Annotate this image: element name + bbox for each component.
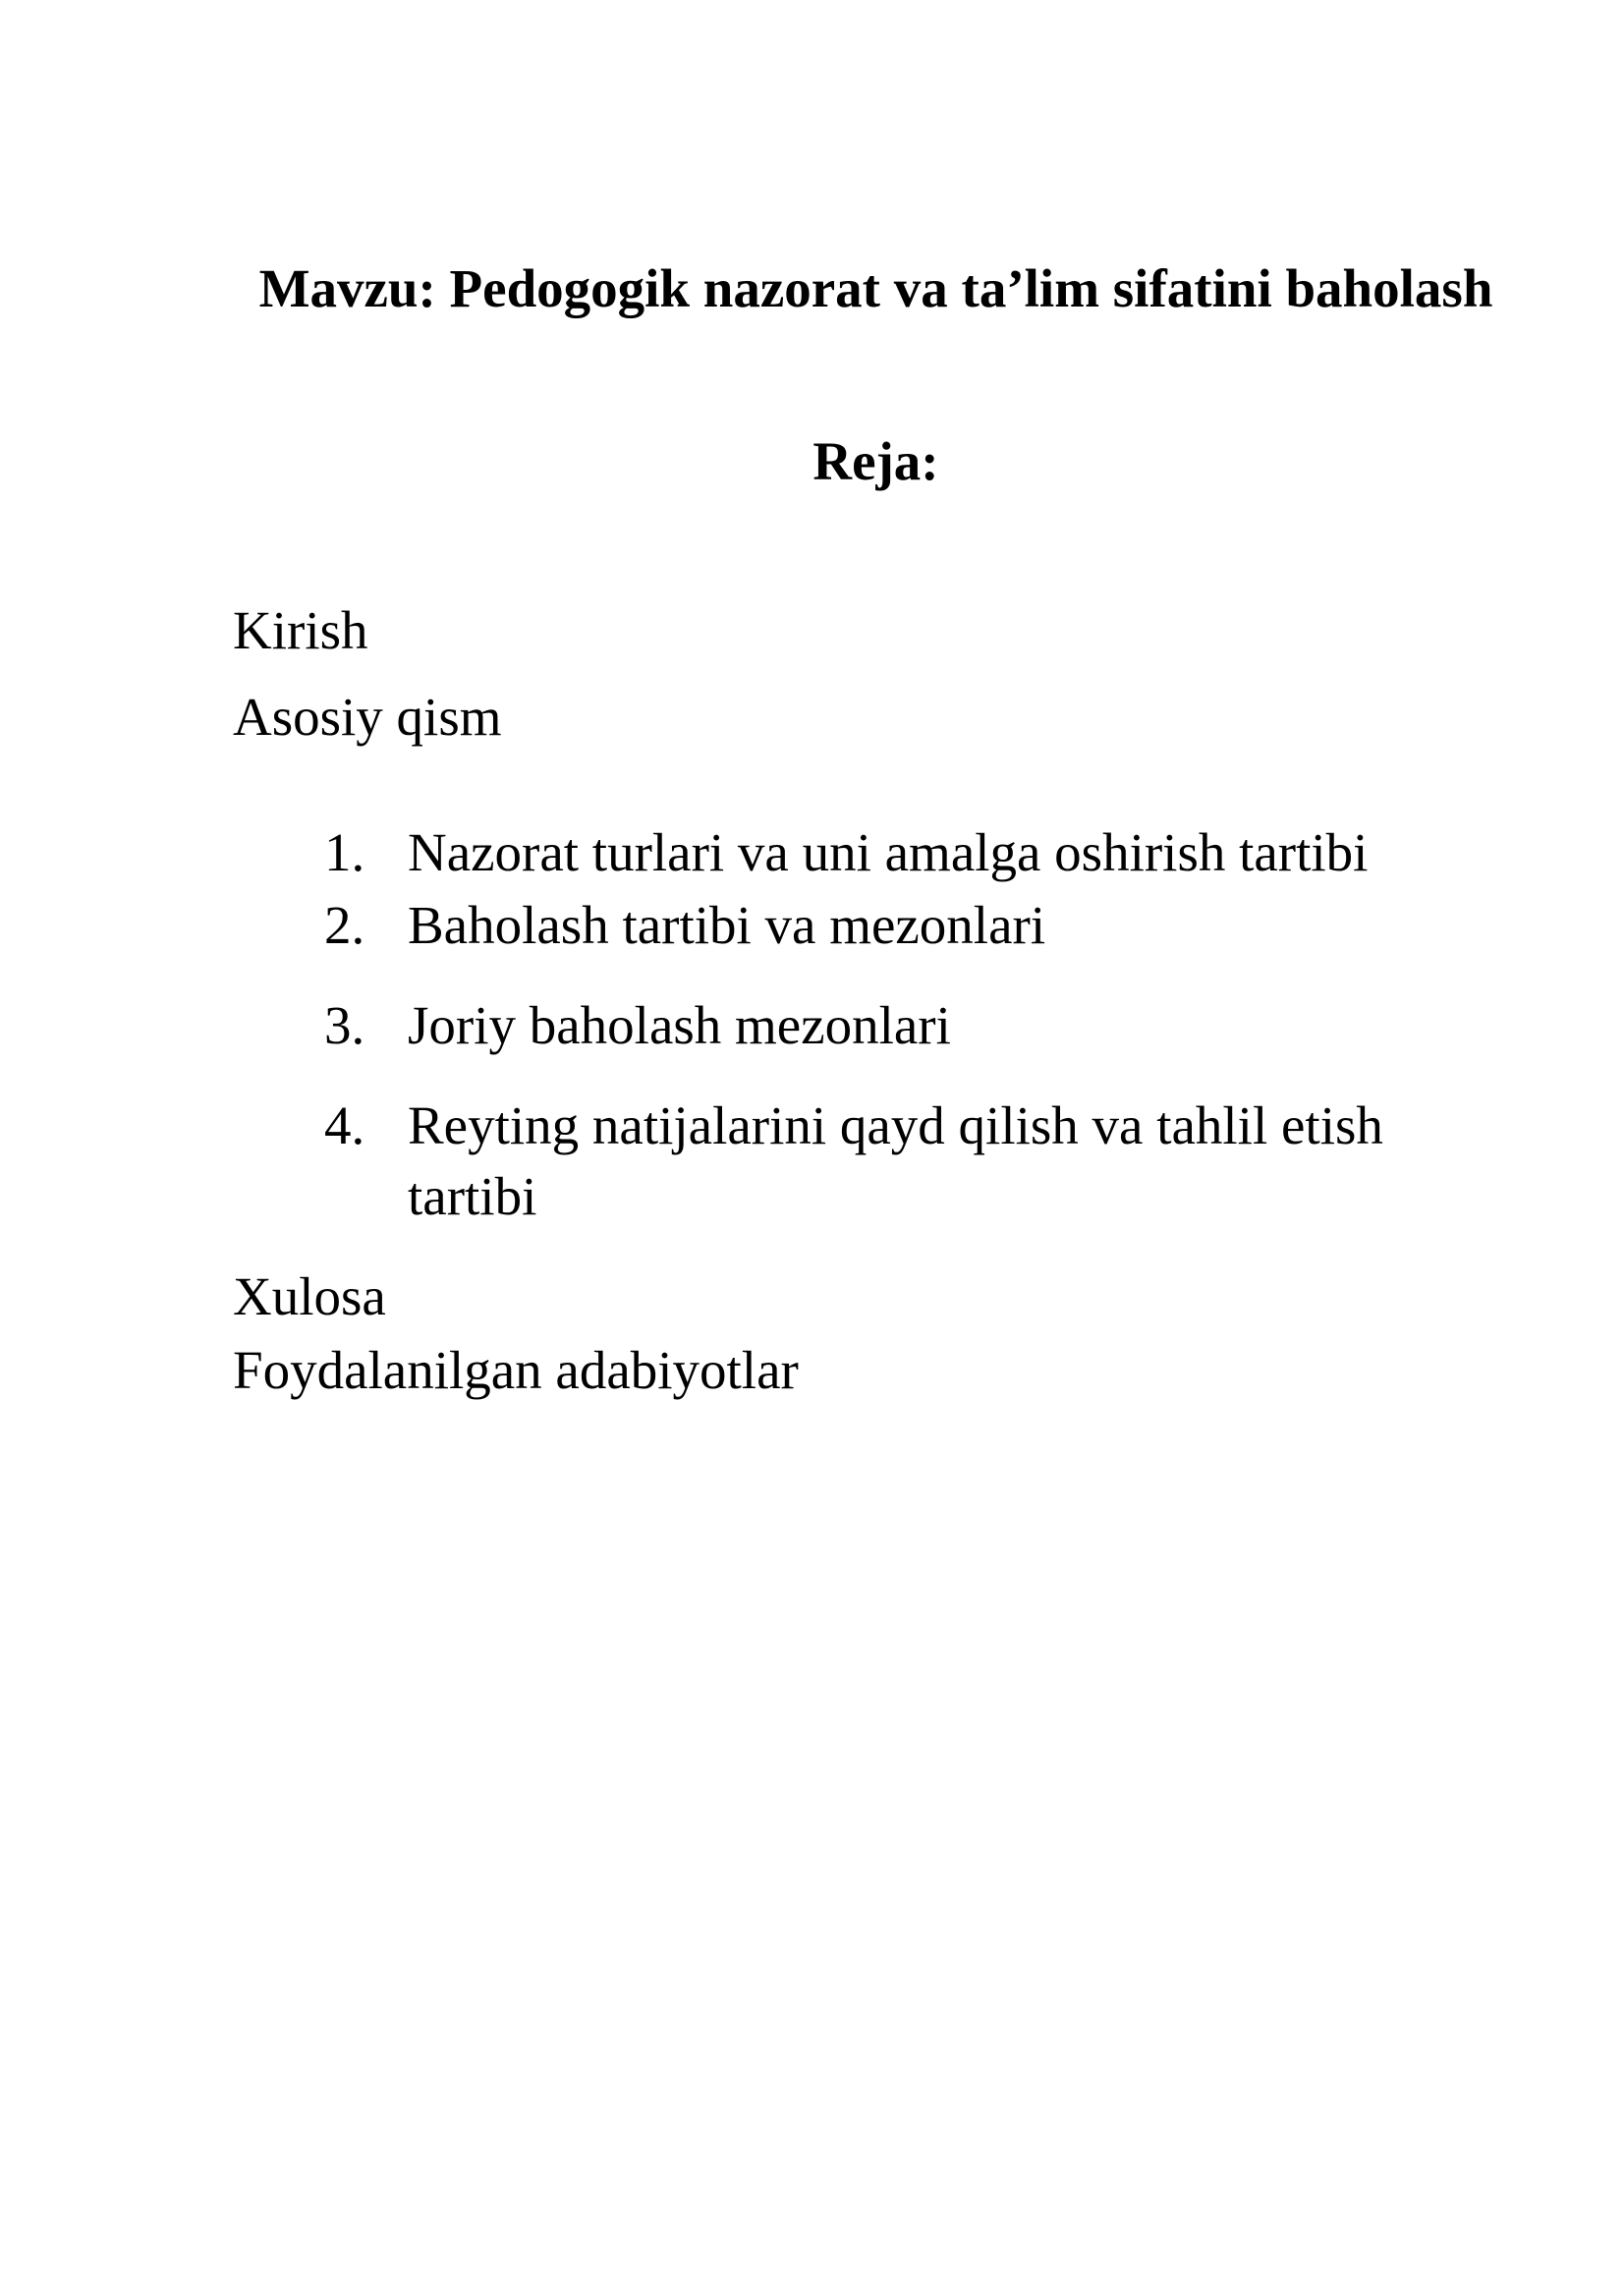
section-foydalanilgan-adabiyotlar: Foydalanilgan adabiyotlar bbox=[233, 1340, 799, 1400]
list-item-text: Reyting natijalarini qayd qilish va tahlil etish tartibi bbox=[408, 1095, 1383, 1226]
list-item-text: Joriy baholash mezonlari bbox=[408, 995, 951, 1055]
list-item-number: 1. bbox=[324, 822, 365, 882]
section-asosiy-qism: Asosiy qism bbox=[233, 687, 502, 747]
document-title: Mavzu: Pedogogik nazorat va ta’lim sifatini baholash bbox=[258, 258, 1493, 318]
list-item-text: Nazorat turlari va uni amalga oshirish tartibi bbox=[408, 822, 1369, 882]
section-kirish: Kirish bbox=[233, 600, 368, 660]
list-item-number: 3. bbox=[324, 995, 365, 1055]
list-item-text: Baholash tartibi va mezonlari bbox=[408, 895, 1046, 955]
plan-heading: Reja: bbox=[812, 431, 939, 491]
section-xulosa: Xulosa bbox=[233, 1266, 386, 1326]
list-item-number: 4. bbox=[324, 1095, 365, 1155]
list-item-number: 2. bbox=[324, 895, 365, 955]
